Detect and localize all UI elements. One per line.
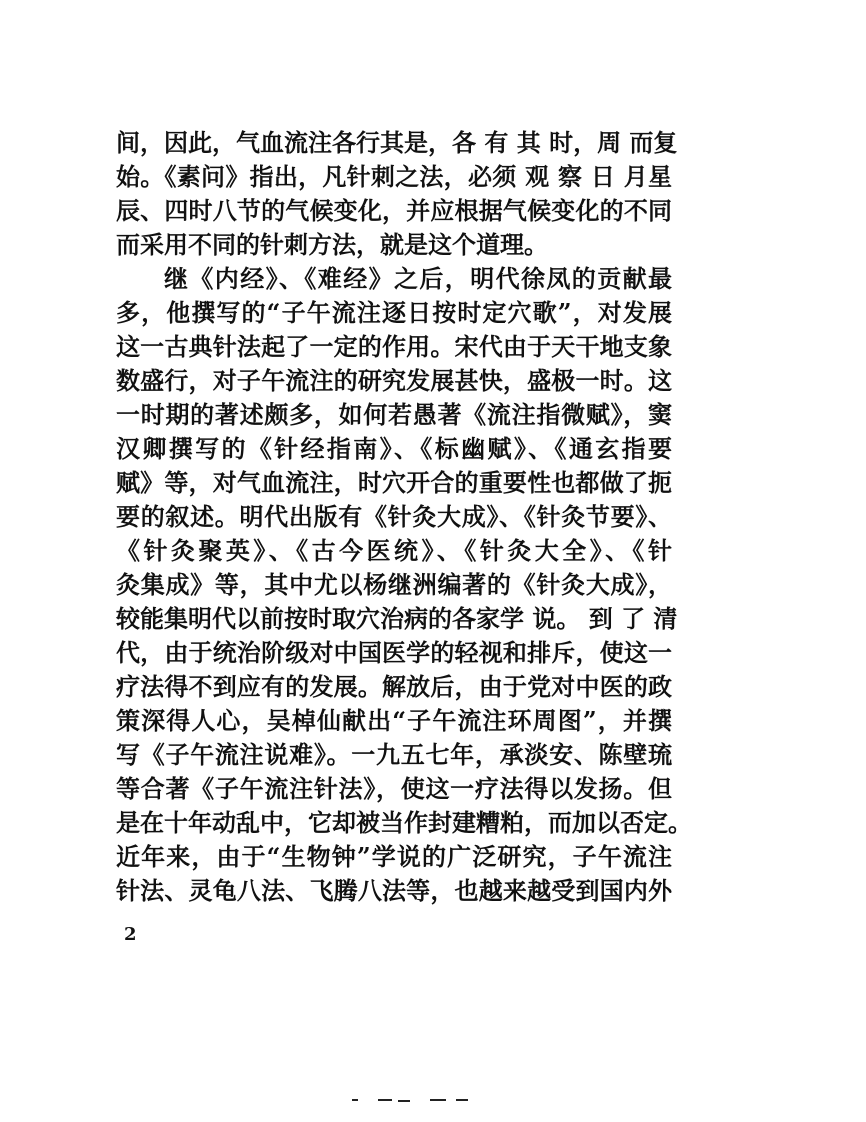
text-line: 间，因此，气血流注各行其是，各 有 其 时，周 而复 — [116, 128, 678, 157]
scan-artifact — [398, 1100, 410, 1102]
scan-artifact — [378, 1099, 392, 1101]
text-line: 这一古典针法起了一定的作用。宋代由于天干地支象 — [116, 332, 672, 361]
text-line: 写《子午流注说难》。一九五七年，承淡安、陈壁琉 — [116, 740, 672, 769]
text-line: 疗法得不到应有的发展。解放后，由于党对中医的政 — [116, 672, 672, 701]
text-line: 而采用不同的针刺方法，就是这个道理。 — [116, 230, 548, 259]
text-line: 多，他撰写的“子午流注逐日按时定穴歌”，对发展 — [116, 298, 672, 327]
page-number: 2 — [124, 924, 137, 945]
text-line: 要的叙述。明代出版有《针灸大成》、《针灸节要》、 — [116, 502, 672, 531]
text-line: 始。《素问》指出，凡针刺之法，必须 观 察 日 月星 — [116, 162, 672, 191]
text-line: 是在十年动乱中，它却被当作封建糟粕，而加以否定。 — [116, 808, 692, 837]
scan-artifact — [456, 1099, 468, 1101]
text-line: 《针灸聚英》、《古今医统》、《针灸大全》、《针 — [116, 536, 672, 565]
text-line: 灸集成》等，其中尤以杨继洲编著的《针灸大成》， — [116, 570, 672, 599]
text-line: 较能集明代以前按时取穴治病的各家学 说。 到 了 清 — [116, 604, 678, 633]
scan-artifact — [352, 1099, 358, 1101]
text-line: 代，由于统治阶级对中国医学的轻视和排斥，使这一 — [116, 638, 672, 667]
text-line: 策深得人心，吴棹仙献出“子午流注环周图”，并撰 — [116, 706, 672, 735]
text-line: 等合著《子午流注针法》，使这一疗法得以发扬。但 — [116, 774, 672, 803]
text-line: 汉卿撰写的《针经指南》、《标幽赋》、《通玄指要 — [116, 434, 672, 463]
text-line: 针法、灵龟八法、飞腾八法等，也越来越受到国内外 — [116, 876, 672, 905]
text-line: 赋》等，对气血流注，时穴开合的重要性也都做了扼 — [116, 468, 672, 497]
paragraph-start-line: 继《内经》、《难经》之后，明代徐凤的贡献最 — [164, 264, 672, 293]
text-line: 辰、四时八节的气候变化，并应根据气候变化的不同 — [116, 196, 672, 225]
text-line: 数盛行，对子午流注的研究发展甚快，盛极一时。这 — [116, 366, 672, 395]
body-text — [116, 126, 692, 908]
text-line: 一时期的著述颇多，如何若愚著《流注指微赋》，窦 — [116, 400, 672, 429]
text-line: 近年来，由于“生物钟”学说的广泛研究，子午流注 — [116, 842, 672, 871]
scan-artifact — [430, 1099, 446, 1101]
